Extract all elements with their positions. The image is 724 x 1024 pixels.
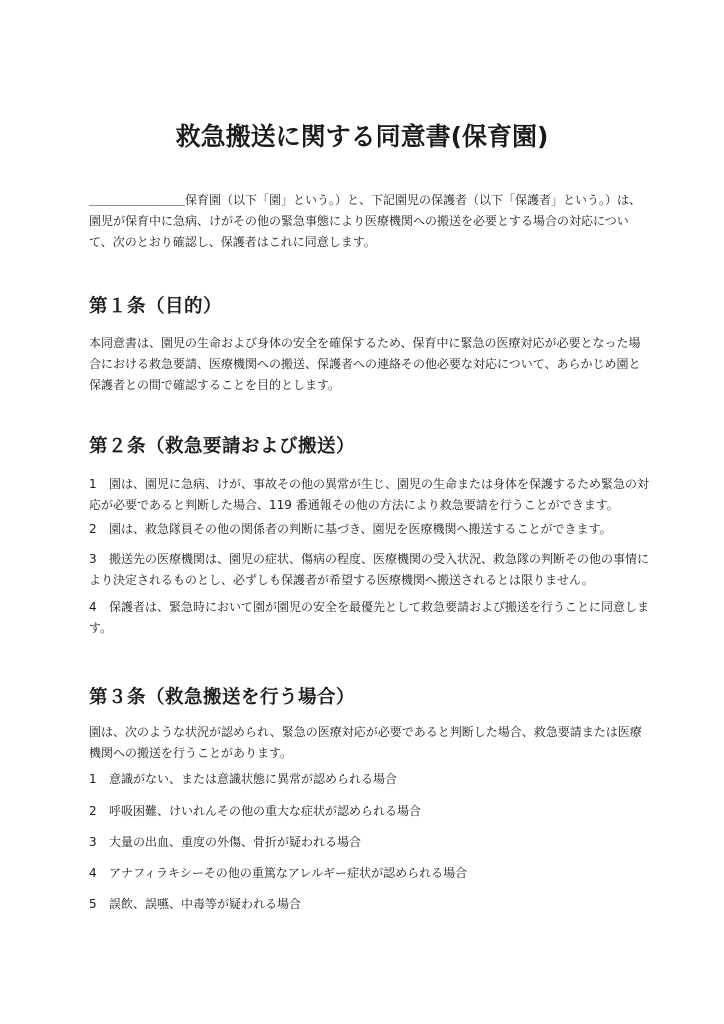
- article-2-item-4: [89, 597, 649, 639]
- item-text: 園は、園児に急病、けが、事故その他の異常が生じ、園児の生命または身体を保護するため緊急の対応が必要であると判断した場合、119 番通報その他の方法により救急要請を行うことができます。: [89, 477, 650, 512]
- article-3-item-5: [89, 894, 649, 915]
- item-text: アナフィラキシーその他の重篤なアレルギー症状が認められる場合: [109, 866, 468, 880]
- article-1-body: 本同意書は、園児の生命および身体の安全を確保するため、保育中に緊急の医療対応が必要となった場合における救急要請、医療機関への搬送、保護者への連絡その他必要な対応について、あらかじめ園と保護者との間で確認することを目的とします。: [89, 336, 641, 392]
- article-2-item-3: [89, 549, 649, 591]
- article-3-heading: 第３条（救急搬送を行う場合）: [89, 687, 356, 708]
- item-number: 2: [89, 522, 97, 536]
- document-title: 救急搬送に関する同意書(保育園): [175, 122, 549, 151]
- article-1-heading: 第１条（目的）: [89, 296, 223, 317]
- item-text: 園は、救急隊員その他の関係者の判断に基づき、園児を医療機関へ搬送することができます。: [109, 522, 612, 536]
- item-text: 意識がない、または意識状態に異常が認められる場合: [109, 772, 398, 786]
- article-3-item-1: [89, 769, 649, 790]
- item-number: 4: [89, 600, 97, 614]
- intro-paragraph: ＿＿＿＿＿＿＿＿保育園（以下「園」という。）と、下記園児の保護者（以下「保護者」という。）は、園児が保育中に急病、けがその他の緊急事態により医療機関への搬送を必要とする場合の対応について、次のとおり確認し、保護者はこれに同意します。: [89, 193, 642, 249]
- article-3-item-4: [89, 863, 649, 884]
- item-number: 2: [89, 804, 97, 818]
- item-text: 搬送先の医療機関は、園児の症状、傷病の程度、医療機関の受入状況、救急隊の判断その他の事情により決定されるものとし、必ずしも保護者が希望する医療機関へ搬送されるとは限りません。: [89, 552, 650, 587]
- item-number: 1: [89, 772, 97, 786]
- article-2-item-2: [89, 519, 649, 540]
- article-3-item-3: [89, 832, 649, 853]
- item-text: 保護者は、緊急時において園が園児の安全を最優先として救急要請および搬送を行うことに同意します。: [89, 600, 650, 635]
- article-2-item-1: [89, 474, 649, 516]
- item-text: 大量の出血、重度の外傷、骨折が疑われる場合: [109, 835, 362, 849]
- article-3-body: 園は、次のような状況が認められ、緊急の医療対応が必要であると判断した場合、救急要請または医療機関への搬送を行うことがあります。: [89, 725, 642, 760]
- article-2-heading: 第２条（救急要請および搬送）: [89, 436, 356, 457]
- item-text: 誤飲、誤嚥、中毒等が疑われる場合: [109, 897, 302, 911]
- item-number: 4: [89, 866, 97, 880]
- item-number: 3: [89, 552, 97, 566]
- item-number: 5: [89, 897, 97, 911]
- article-3-item-2: [89, 801, 649, 822]
- item-number: 3: [89, 835, 97, 849]
- item-number: 1: [89, 477, 97, 491]
- item-text: 呼吸困難、けいれんその他の重大な症状が認められる場合: [109, 804, 422, 818]
